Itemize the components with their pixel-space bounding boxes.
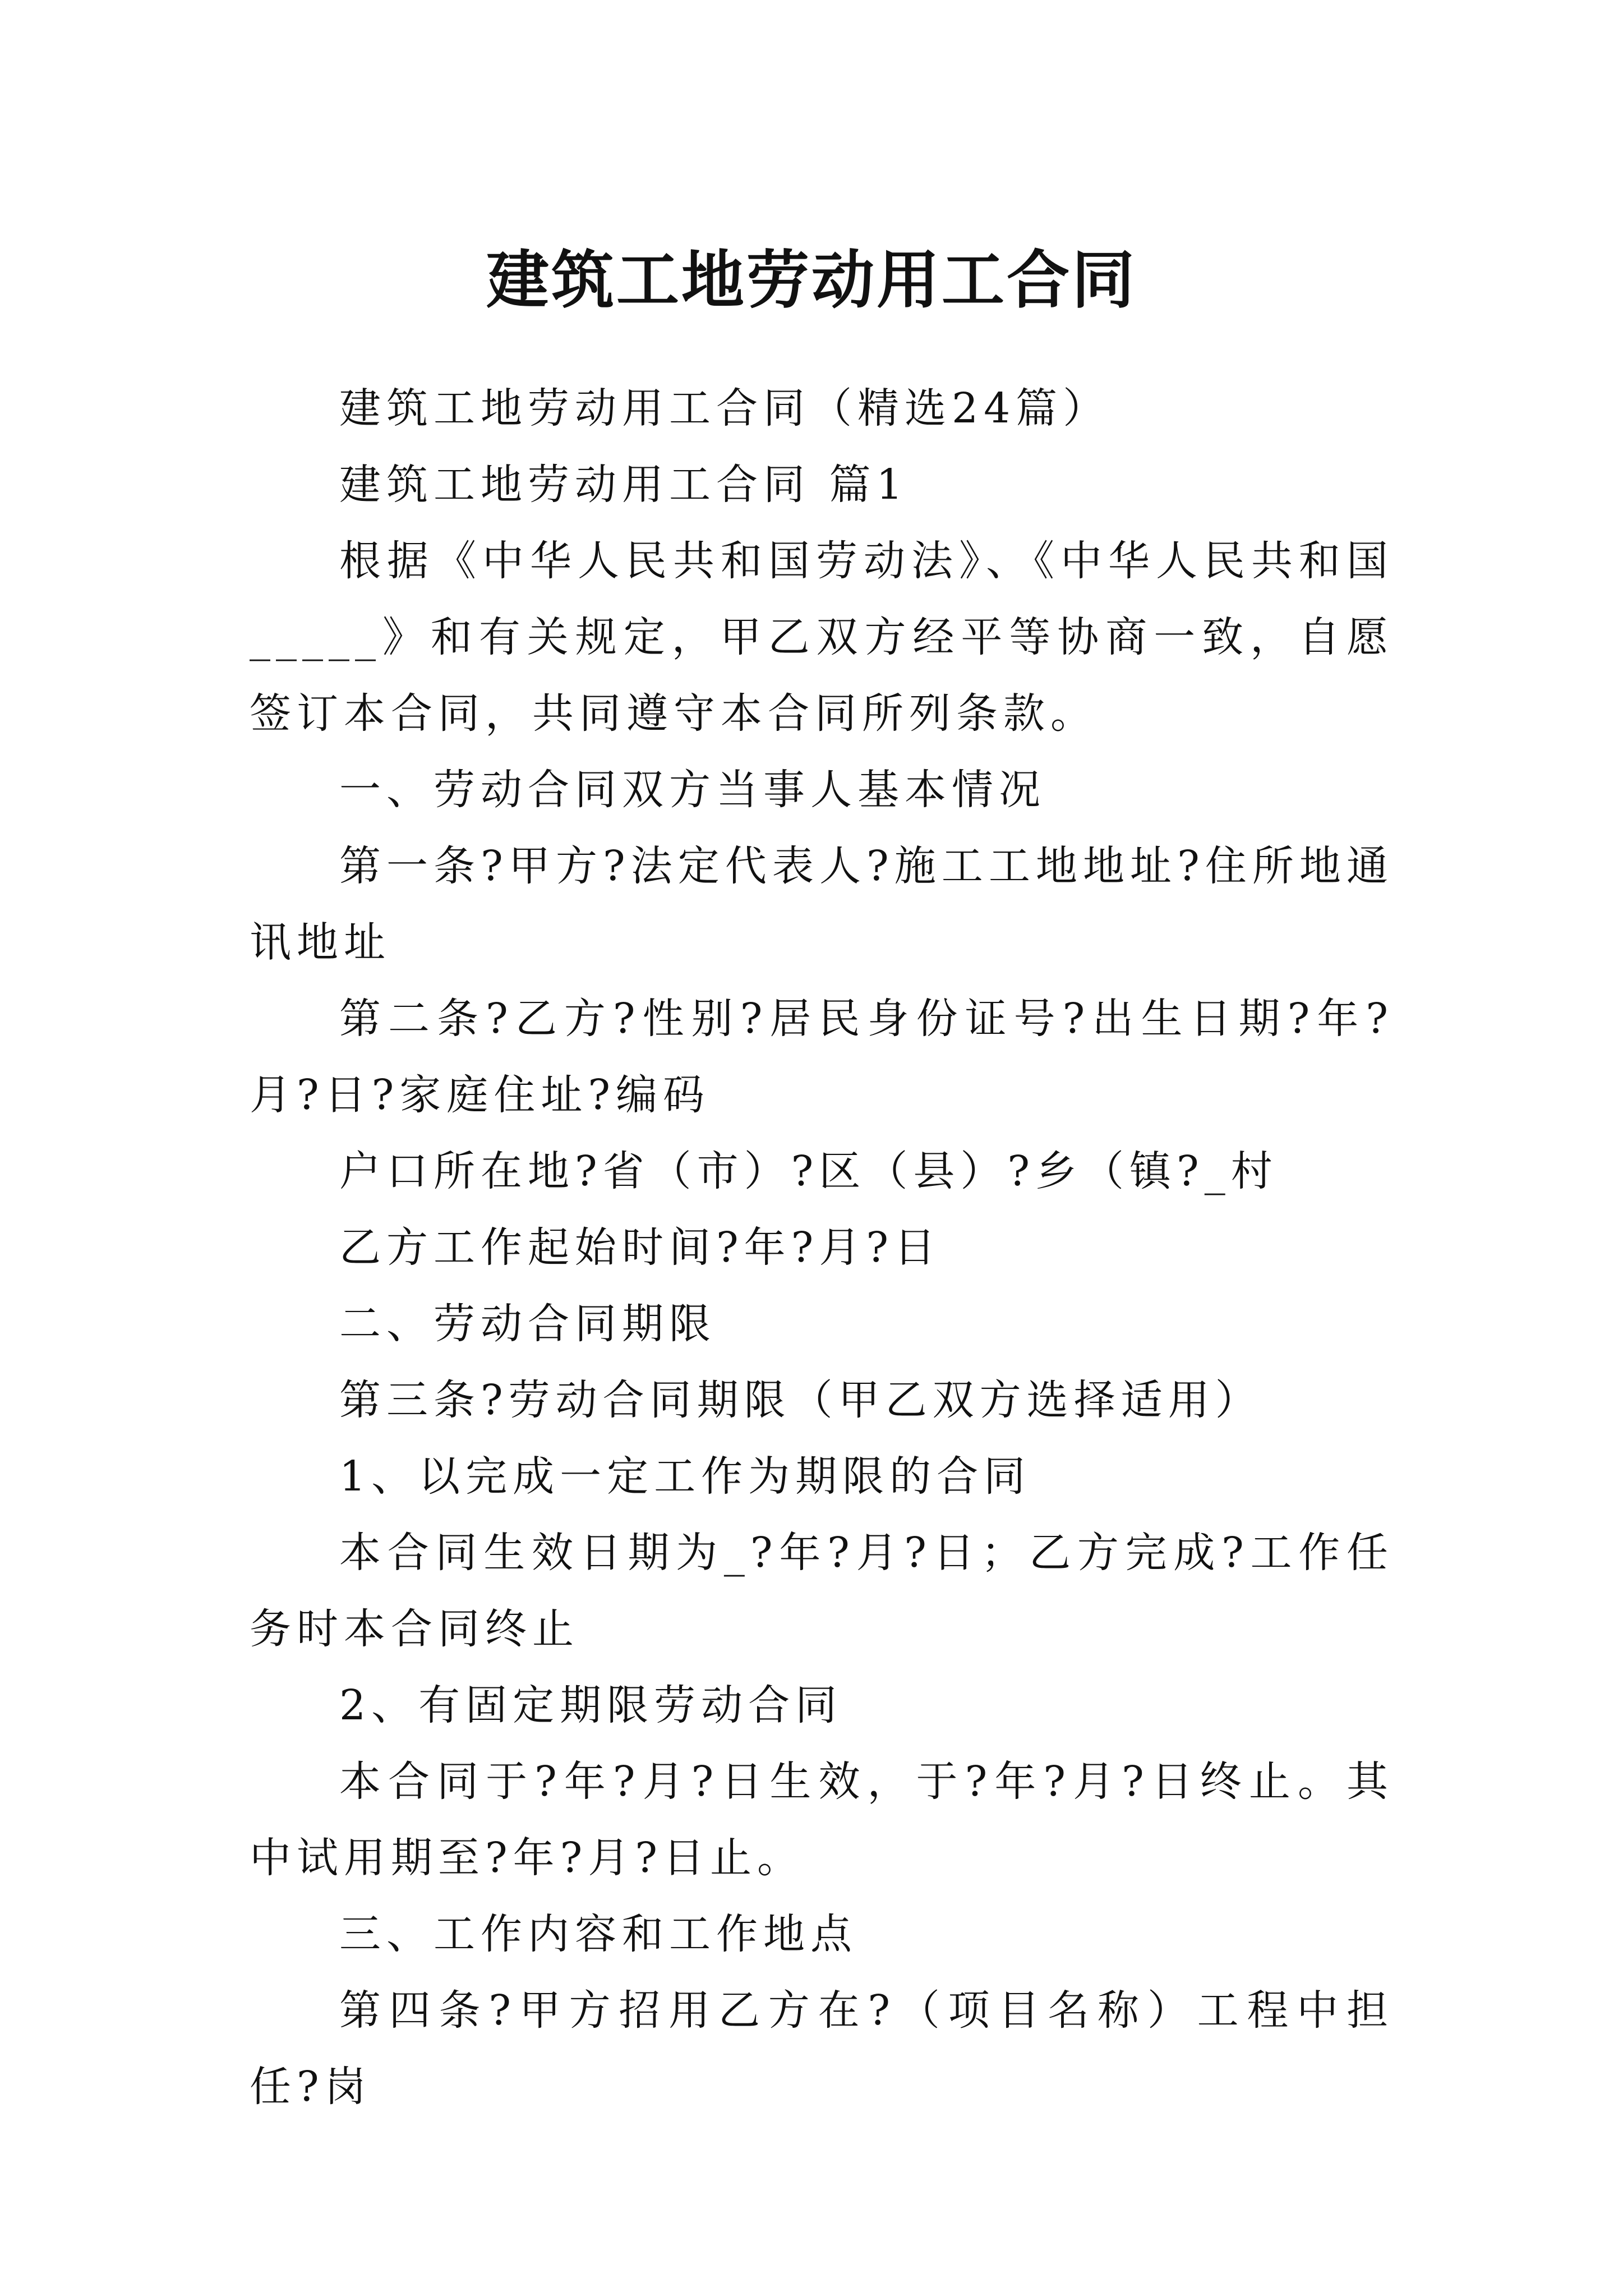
paragraph-start-date: 乙方工作起始时间?年?月?日 bbox=[339, 1223, 942, 1272]
paragraph-heading-1: 一、劳动合同双方当事人基本情况 bbox=[339, 766, 1046, 814]
paragraph-article-4: 第四条?甲方招用乙方在?（项目名称）工程中担任?岗 bbox=[250, 1986, 1394, 2111]
paragraph-preamble: 根据《中华人民共和国劳动法》、《中华人民共和国_____》和有关规定，甲乙双方经平等协商一致，自愿签订本合同，共同遵守本合同所列条款。 bbox=[250, 537, 1394, 738]
paragraph-household-registration: 户口所在地?省（市）?区（县）?乡（镇?_村 bbox=[339, 1147, 1278, 1195]
paragraph-option-1: 1、以完成一定工作为期限的合同 bbox=[339, 1452, 1031, 1501]
paragraph-subtitle: 建筑工地劳动用工合同（精选24篇） bbox=[339, 384, 1110, 432]
paragraph-option-2: 2、有固定期限劳动合同 bbox=[339, 1681, 843, 1729]
paragraph-heading-2: 二、劳动合同期限 bbox=[339, 1300, 716, 1348]
paragraph-section-heading: 建筑工地劳动用工合同 篇1 bbox=[339, 461, 909, 509]
document-body bbox=[250, 370, 1394, 2125]
paragraph-option-2-detail: 本合同于?年?月?日生效，于?年?月?日终止。其中试用期至?年?月?日止。 bbox=[250, 1757, 1394, 1882]
paragraph-article-3: 第三条?劳动合同期限（甲乙双方选择适用） bbox=[339, 1376, 1262, 1424]
paragraph-heading-3: 三、工作内容和工作地点 bbox=[339, 1910, 857, 1958]
document-title: 建筑工地劳动用工合同 bbox=[486, 243, 1137, 318]
paragraph-article-2: 第二条?乙方?性别?居民身份证号?出生日期?年?月?日?家庭住址?编码 bbox=[250, 995, 1394, 1119]
paragraph-article-1: 第一条?甲方?法定代表人?施工工地地址?住所地通讯地址 bbox=[250, 842, 1394, 967]
paragraph-option-1-detail: 本合同生效日期为_?年?月?日；乙方完成?工作任务时本合同终止 bbox=[250, 1529, 1394, 1653]
